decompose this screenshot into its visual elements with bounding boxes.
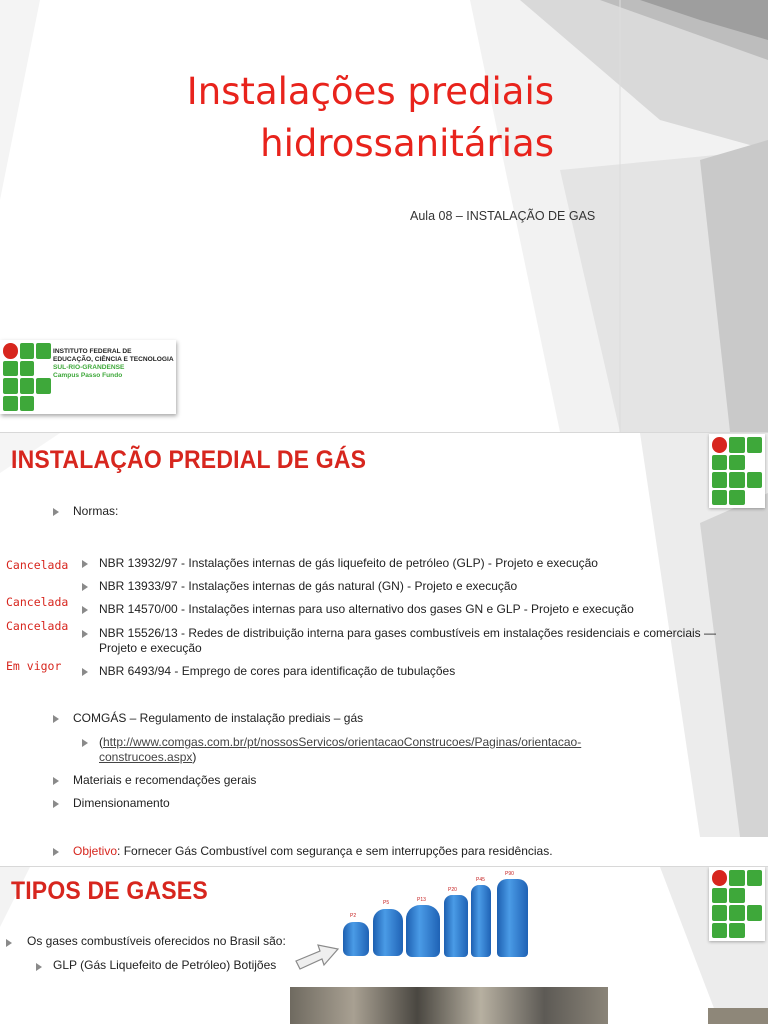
bullet-arrow-icon	[82, 668, 88, 676]
title-line-1: Instalações prediais	[186, 70, 554, 113]
norm-item: NBR 15526/13 - Redes de distribuição interna para gases combustíveis em instalações residenciais e comerciais — Projeto e execução	[99, 626, 716, 655]
cylinder-p5	[373, 909, 403, 956]
norm-status: Cancelada	[6, 558, 69, 572]
callout-arrow-icon	[294, 943, 340, 971]
title-slide	[0, 0, 768, 432]
normas-label: Normas:	[73, 504, 119, 518]
cylinder-label: P5	[383, 900, 390, 906]
norm-status: Cancelada	[6, 619, 69, 633]
cylinder-label: P2	[350, 913, 357, 919]
cylinder-label: P13	[417, 897, 426, 903]
dimensionamento-item: Dimensionamento	[73, 796, 170, 810]
norm-item: NBR 6493/94 - Emprego de cores para identificação de tubulações	[99, 664, 456, 678]
objective-text: : Fornecer Gás Combustível com segurança e sem interrupções para residências.	[117, 844, 553, 858]
institute-logo	[0, 340, 176, 414]
bullet-arrow-icon	[82, 560, 88, 568]
paren-open: (	[99, 735, 103, 749]
logo-line-4: Campus Passo Fundo	[53, 372, 123, 379]
logo-line-1: INSTITUTO FEDERAL DE	[53, 348, 132, 355]
cylinder-p20	[444, 895, 468, 957]
cylinder-label: P20	[448, 887, 457, 893]
gas-installation-slide	[0, 433, 768, 837]
corner-logo	[709, 867, 765, 941]
cylinder-p45	[471, 885, 491, 957]
objective-item	[73, 844, 553, 859]
subtitle: Aula 08 – INSTALAÇÃO DE GAS	[410, 209, 596, 223]
bullet-arrow-icon	[53, 848, 59, 856]
gas-types-item: Os gases combustíveis oferecidos no Brasil são:	[27, 934, 286, 948]
bullet-arrow-icon	[36, 963, 42, 971]
norm-item: NBR 14570/00 - Instalações internas para uso alternativo dos gases GN e GLP - Projeto e execução	[99, 602, 634, 616]
comgas-reference	[99, 735, 619, 765]
logo-text	[53, 348, 174, 380]
bullet-arrow-icon	[82, 739, 88, 747]
gas-types-slide	[0, 867, 768, 1024]
cylinder-p13	[406, 905, 440, 957]
bullet-arrow-icon	[53, 777, 59, 785]
norm-status: Cancelada	[6, 595, 69, 609]
street-photo	[290, 987, 608, 1024]
bullet-arrow-icon	[53, 800, 59, 808]
bullet-arrow-icon	[82, 583, 88, 591]
norm-status: Em vigor	[6, 659, 62, 673]
comgas-item: COMGÁS – Regulamento de instalação prediais – gás	[73, 711, 364, 725]
slide-heading: INSTALAÇÃO PREDIAL DE GÁS	[11, 446, 367, 474]
gas-cylinders-image	[338, 867, 538, 963]
street-photo-partial	[708, 1008, 768, 1024]
corner-logo	[709, 434, 765, 508]
presentation-title	[187, 66, 554, 170]
glp-item: GLP (Gás Liquefeito de Petróleo) Botijões	[53, 958, 277, 972]
norm-item: NBR 13933/97 - Instalações internas de gás natural (GN) - Projeto e execução	[99, 579, 518, 593]
logo-line-3: SUL-RIO-GRANDENSE	[53, 364, 125, 371]
if-logo-grid-icon	[712, 437, 762, 505]
comgas-link[interactable]: http://www.comgas.com.br/pt/nossosServicos/orientacaoConstrucoes/Paginas/orientacao-construcoes.aspx	[99, 735, 582, 764]
cylinder-label: P90	[505, 871, 514, 877]
norm-item: NBR 13932/97 - Instalações internas de gás liquefeito de petróleo (GLP) - Projeto e execução	[99, 556, 598, 570]
if-logo-grid-icon	[712, 870, 762, 938]
bullet-arrow-icon	[6, 939, 12, 947]
logo-line-2: EDUCAÇÃO, CIÊNCIA E TECNOLOGIA	[53, 356, 174, 363]
cylinder-p90	[497, 879, 528, 957]
materiais-item: Materiais e recomendações gerais	[73, 773, 257, 787]
bullet-arrow-icon	[53, 715, 59, 723]
slide-heading: TIPOS DE GASES	[11, 877, 208, 905]
cylinder-p2	[343, 922, 369, 956]
objective-label: Objetivo	[73, 844, 118, 858]
bullet-arrow-icon	[82, 606, 88, 614]
cylinder-label: P45	[476, 877, 485, 883]
title-line-2: hidrossanitárias	[260, 122, 554, 165]
bullet-arrow-icon	[82, 630, 88, 638]
paren-close: )	[192, 750, 197, 764]
bullet-arrow-icon	[53, 508, 59, 516]
if-logo-grid-icon	[3, 343, 51, 411]
